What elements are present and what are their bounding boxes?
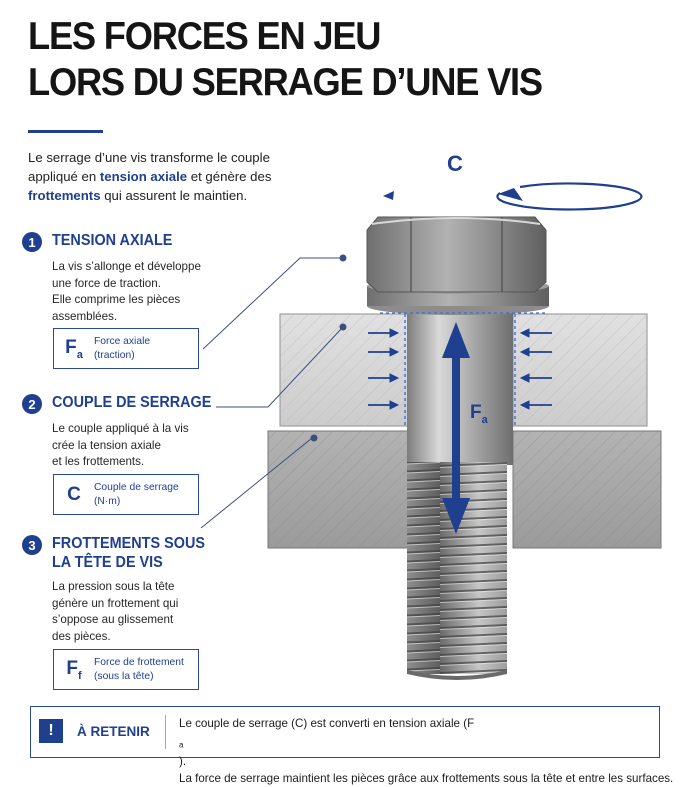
takeaway-text bbox=[179, 715, 673, 787]
bolt-head bbox=[367, 217, 546, 292]
section-number-badge: 1 bbox=[22, 232, 42, 252]
body-line: génère un frottement qui bbox=[52, 596, 179, 610]
section-title-line: FROTTEMENTS SOUS bbox=[52, 535, 205, 552]
section-title bbox=[52, 393, 211, 412]
card-couple-serrage bbox=[53, 474, 199, 515]
takeaway-divider bbox=[165, 715, 166, 749]
section-tension-axiale bbox=[22, 231, 242, 325]
section-frottements bbox=[22, 534, 242, 645]
card-label-line: (N·m) bbox=[94, 495, 121, 507]
intro-text-1: Le serrage d’une vis transforme le couple appliqué en bbox=[28, 150, 270, 184]
torque-arrow bbox=[383, 183, 641, 209]
card-symbol: $F_a$ bbox=[65, 336, 83, 361]
card-force-axiale bbox=[53, 328, 199, 369]
axial-force-label: $F_a$ bbox=[470, 402, 488, 426]
takeaway-label: À RETENIR bbox=[77, 724, 150, 739]
takeaway-line-1: Le couple de serrage (C) est converti en tension axiale (F $_a$ ). bbox=[179, 717, 475, 769]
intro-text-2: et génère des bbox=[187, 169, 272, 184]
body-line: et les frottements. bbox=[52, 455, 145, 468]
body-line: Le couple appliqué à la vis bbox=[52, 422, 189, 435]
title-line-1: LES FORCES EN JEU bbox=[28, 15, 381, 58]
body-line: Elle comprime les pièces bbox=[52, 293, 181, 306]
card-force-frottement bbox=[53, 649, 199, 690]
intro-highlight-tension: tension axiale bbox=[99, 169, 188, 184]
exclamation-icon: ! bbox=[39, 719, 63, 743]
body-line: une force de traction. bbox=[52, 276, 161, 290]
card-label bbox=[94, 335, 150, 363]
card-label-line: (traction) bbox=[94, 349, 135, 361]
card-label-line: Couple de serrage bbox=[94, 481, 179, 493]
card-symbol: C bbox=[67, 483, 81, 505]
card-label-line: Force axiale bbox=[94, 335, 151, 347]
section-couple-serrage bbox=[22, 393, 242, 471]
section-title-line: TENSION AXIALE bbox=[52, 232, 173, 249]
section-description bbox=[52, 579, 227, 645]
card-label bbox=[94, 481, 179, 509]
section-description bbox=[52, 421, 227, 471]
section-title-line: LA TÊTE DE VIS bbox=[52, 554, 163, 571]
title-line-2: LORS DU SERRAGE D’UNE VIS bbox=[28, 61, 542, 104]
body-line: crée la tension axiale bbox=[52, 438, 161, 452]
takeaway-line-2: La force de serrage maintient les pièces grâce aux frottements sous la tête et entre les surfaces. bbox=[179, 772, 674, 786]
section-description bbox=[52, 259, 227, 325]
card-label-line: Force de frottement bbox=[94, 656, 184, 668]
intro-highlight-frottements: frottements bbox=[28, 188, 101, 203]
body-line: assemblées. bbox=[52, 309, 118, 323]
intro-text-3: qui assurent le maintien. bbox=[100, 188, 248, 203]
card-label-line: (sous la tête) bbox=[94, 670, 154, 682]
body-line: La vis s’allonge et développe bbox=[52, 260, 201, 273]
card-symbol: $F_f$ bbox=[66, 657, 82, 682]
section-title bbox=[52, 534, 205, 572]
section-number-badge: 3 bbox=[22, 535, 42, 555]
section-title-line: COUPLE DE SERRAGE bbox=[52, 394, 212, 411]
body-line: des pièces. bbox=[52, 629, 111, 643]
section-number-badge: 2 bbox=[22, 394, 42, 414]
body-line: s’oppose au glissement bbox=[52, 613, 174, 626]
key-takeaway-box bbox=[30, 706, 674, 786]
card-label bbox=[94, 656, 184, 684]
section-title bbox=[52, 231, 172, 250]
body-line: La pression sous la tête bbox=[52, 580, 175, 593]
torque-label: C bbox=[447, 151, 463, 176]
